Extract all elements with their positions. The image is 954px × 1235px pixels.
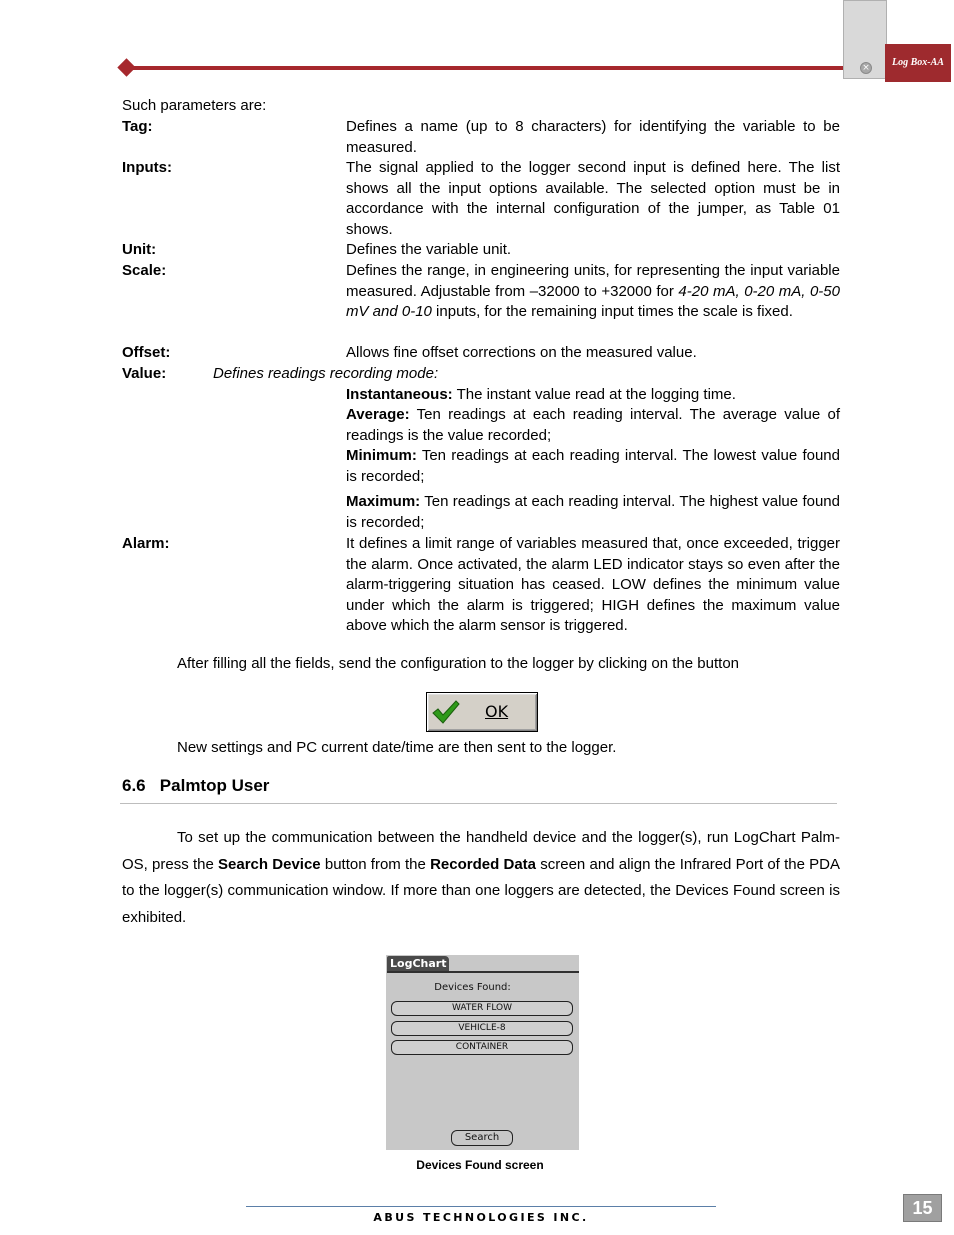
mode-instantaneous-label: Instantaneous: <box>346 386 453 403</box>
para-part3: screen and align the Infrared Port of the PDA to the logger(s) communication window. If more than one loggers are detected, the Devices Found screen is exhibited. <box>122 855 840 927</box>
product-tab: Log Box-AA <box>885 44 951 82</box>
desc-value: Defines readings recording mode: <box>213 365 439 382</box>
section-rule <box>120 803 837 804</box>
desc-scale-ranges: 4-20 mA, 0-20 mA, 0-50 mV and 0-10 <box>346 282 840 321</box>
mode-minimum <box>346 446 840 487</box>
checkmark-icon <box>431 698 461 726</box>
desc-alarm: It defines a limit range of variables measured that, once exceeded, trigger the alarm. Once activated, the alarm LED indicator stays so even after the alarm-triggering situation has ceased. LOW defines the minimum value under which the alarm is triggered; HIGH defines the maximum value above which the alarm sensor is triggered. <box>346 535 840 635</box>
after-fill-text: After filling all the fields, send the configuration to the logger by clicking on the button <box>177 655 740 672</box>
desc-scale-part2: inputs, for the remaining input times the scale is fixed. <box>431 303 793 321</box>
figure-caption: Devices Found screen <box>416 1158 544 1172</box>
ok-button-label: OK <box>485 702 509 721</box>
mode-average <box>346 405 840 446</box>
intro-text: Such parameters are: <box>122 97 267 114</box>
diamond-icon <box>117 58 135 76</box>
mode-maximum-text: Ten readings at each reading interval. The highest value found is recorded; <box>346 493 840 531</box>
footer-company: ABUS TECHNOLOGIES INC. <box>373 1211 589 1224</box>
para-recorded-data: Recorded Data <box>430 855 537 873</box>
section-heading: 6.6 Palmtop User <box>122 776 270 795</box>
mode-instantaneous <box>346 385 840 406</box>
palm-search-button[interactable]: Search <box>451 1130 513 1146</box>
palm-devices-found-label: Devices Found: <box>434 982 511 993</box>
mode-minimum-label: Minimum: <box>346 447 417 464</box>
palm-device-button[interactable]: CONTAINER <box>391 1040 573 1055</box>
page-number: 15 <box>903 1194 942 1222</box>
new-settings-text: New settings and PC current date/time are then sent to the logger. <box>177 739 617 756</box>
desc-inputs: The signal applied to the logger second input is defined here. The list shows all the input options available. The selected option must be in accordance with the internal configuration of the jumper, as Table 01 shows. <box>346 159 840 238</box>
term-scale: Scale: <box>122 262 167 279</box>
mode-maximum-label: Maximum: <box>346 493 421 510</box>
header-rule <box>128 66 856 70</box>
term-inputs: Inputs: <box>122 159 172 176</box>
footer-rule <box>246 1206 716 1207</box>
palm-app-title: LogChart <box>387 956 449 972</box>
mode-minimum-text: Ten readings at each reading interval. The lowest value found is recorded; <box>346 447 840 485</box>
desc-scale-part1: Defines the range, in engineering units, for representing the input variable measured. Adjustable from –32000 to +32000 for <box>346 262 840 300</box>
palm-device-button[interactable]: VEHICLE-8 <box>391 1021 573 1036</box>
palm-title-rule <box>387 971 579 973</box>
desc-tag: Defines a name (up to 8 characters) for identifying the variable to be measured. <box>346 118 840 156</box>
mode-instantaneous-text: The instant value read at the logging time. <box>452 386 736 403</box>
palm-screen <box>386 955 579 1150</box>
para-part1: To set up the communication between the handheld device and the logger(s), run LogChart Palm-OS, press the <box>122 829 840 873</box>
mode-average-label: Average: <box>346 406 410 423</box>
para-part2: button from the <box>320 855 431 873</box>
palmtop-paragraph <box>122 825 840 932</box>
term-tag: Tag: <box>122 118 153 135</box>
ok-button[interactable] <box>426 692 538 732</box>
desc-offset: Allows fine offset corrections on the measured value. <box>346 344 697 361</box>
close-circle-icon: × <box>860 62 872 74</box>
term-alarm: Alarm: <box>122 535 170 552</box>
mode-maximum <box>346 492 840 533</box>
term-unit: Unit: <box>122 241 157 258</box>
palm-device-button[interactable]: WATER FLOW <box>391 1001 573 1016</box>
term-value: Value: <box>122 365 167 382</box>
desc-scale <box>346 261 840 323</box>
para-search-device: Search Device <box>218 855 321 873</box>
term-offset: Offset: <box>122 344 171 361</box>
desc-unit: Defines the variable unit. <box>346 241 512 258</box>
mode-average-text: Ten readings at each reading interval. The average value of readings is the value recorded; <box>346 406 840 444</box>
